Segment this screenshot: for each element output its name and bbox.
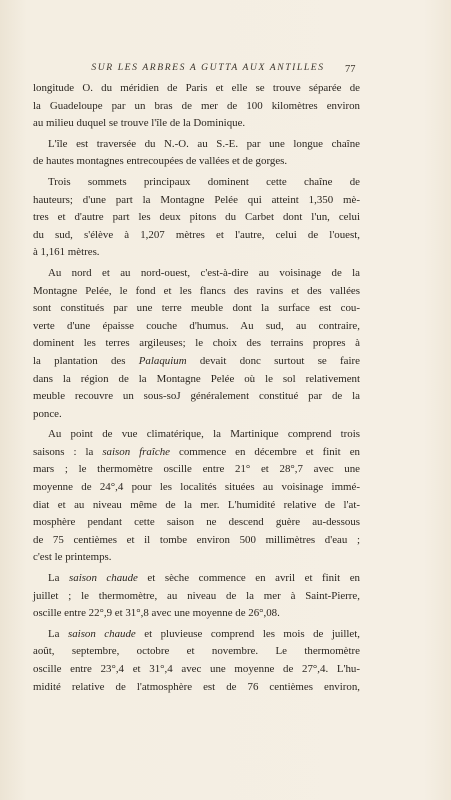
text-line: meuble recouvre un sous-soJ généralement constitué par de la (33, 390, 360, 403)
text-line: moyenne de 24°,4 pour les localités situées au voisinage immé- (33, 481, 360, 494)
paragraph (33, 570, 360, 623)
text-line: juillet ; le thermomètre, au niveau de la mer à Saint-Pierre, (33, 589, 360, 602)
text-line: du sud, s'élève à 1,207 mètres et l'autre, celui de l'ouest, (33, 228, 360, 241)
paragraph (33, 174, 360, 262)
paragraph (33, 265, 360, 423)
paragraph (33, 426, 360, 567)
text-line: saisons : la saison fraîche commence en décembre et finit en (33, 445, 360, 458)
text-line: mars ; le thermomètre oscille entre 21° et 28°,7 avec une (33, 463, 360, 476)
text-line: sont constitués par une terre meuble dont la surface est cou- (33, 302, 360, 315)
paragraph (33, 136, 360, 171)
paragraph (33, 80, 360, 133)
paragraph (33, 626, 360, 696)
text-line: Au nord et au nord-ouest, c'est-à-dire au voisinage de la (48, 266, 360, 279)
text-line: L'île est traversée du N.-O. au S.-E. par une longue chaîne (48, 137, 360, 150)
running-header: SUR LES ARBRES A GUTTA AUX ANTILLES (91, 62, 325, 73)
text-line: La saison chaude et pluvieuse comprend les mois de juillet, (48, 627, 360, 640)
text-line: oscille entre 22°,9 et 31°,8 avec une moyenne de 26°,08. (33, 607, 280, 620)
italic-term: Palaquium (138, 354, 187, 367)
text-line: dans la région de la Montagne Pelée où le sol relativement (33, 372, 360, 385)
text-line: midité relative de l'atmosphère est de 76 centièmes environ, (33, 680, 360, 693)
text-line: août, septembre, octobre et novembre. Le thermomètre (33, 645, 360, 658)
text-line: verte d'une épaisse couche d'humus. Au sud, au contraire, (33, 319, 360, 332)
text-line: de hautes montagnes entrecoupées de vallées et de gorges. (33, 155, 288, 168)
text-line: oscille entre 23°,4 et 31°,4 avec une moyenne de 27°,4. L'hu- (33, 663, 360, 675)
text-line: mosphère pendant cette saison ne descend guère au-dessous (33, 516, 360, 529)
text-line: La saison chaude et sèche commence en avril et finit en (48, 572, 360, 585)
text-line: hauteurs; d'une part la Montagne Pelée qui atteint 1,350 mè- (33, 193, 360, 206)
italic-term: saison fraîche (102, 445, 170, 458)
body-text (33, 80, 360, 696)
text-line: de 75 centièmes et il tombe environ 500 millimètres d'eau ; (33, 533, 360, 546)
italic-term: saison chaude (69, 572, 138, 585)
text-line: ponce. (33, 407, 62, 420)
text-line: c'est le printemps. (33, 551, 112, 564)
text-line: à 1,161 mètres. (33, 246, 100, 259)
text-line: la plantation des Palaquium devait donc surtout se faire (33, 354, 360, 367)
text-line: Montagne Pelée, le fond et les flancs des ravins et des vallées (33, 284, 360, 297)
text-line: dominent les terres argileuses; le choix des terrains propres à (33, 337, 360, 350)
text-line: diat et au niveau même de la mer. L'humidité relative de l'at- (33, 498, 360, 511)
text-line: longitude O. du méridien de Paris et elle se trouve séparée de (33, 82, 360, 94)
italic-term: saison chaude (67, 627, 136, 640)
text-line: Trois sommets principaux dominent cette chaîne de (48, 175, 360, 188)
text-line: la Guadeloupe par un bras de mer de 100 kilomètres environ (33, 99, 360, 112)
text-line: Au point de vue climatérique, la Martinique comprend trois (48, 428, 360, 441)
page-number: 77 (345, 64, 356, 75)
text-line: au milieu duquel se trouve l'île de la Dominique. (33, 117, 246, 130)
text-line: tres et d'autre part les deux pitons du Carbet dont l'un, celui (33, 211, 360, 224)
